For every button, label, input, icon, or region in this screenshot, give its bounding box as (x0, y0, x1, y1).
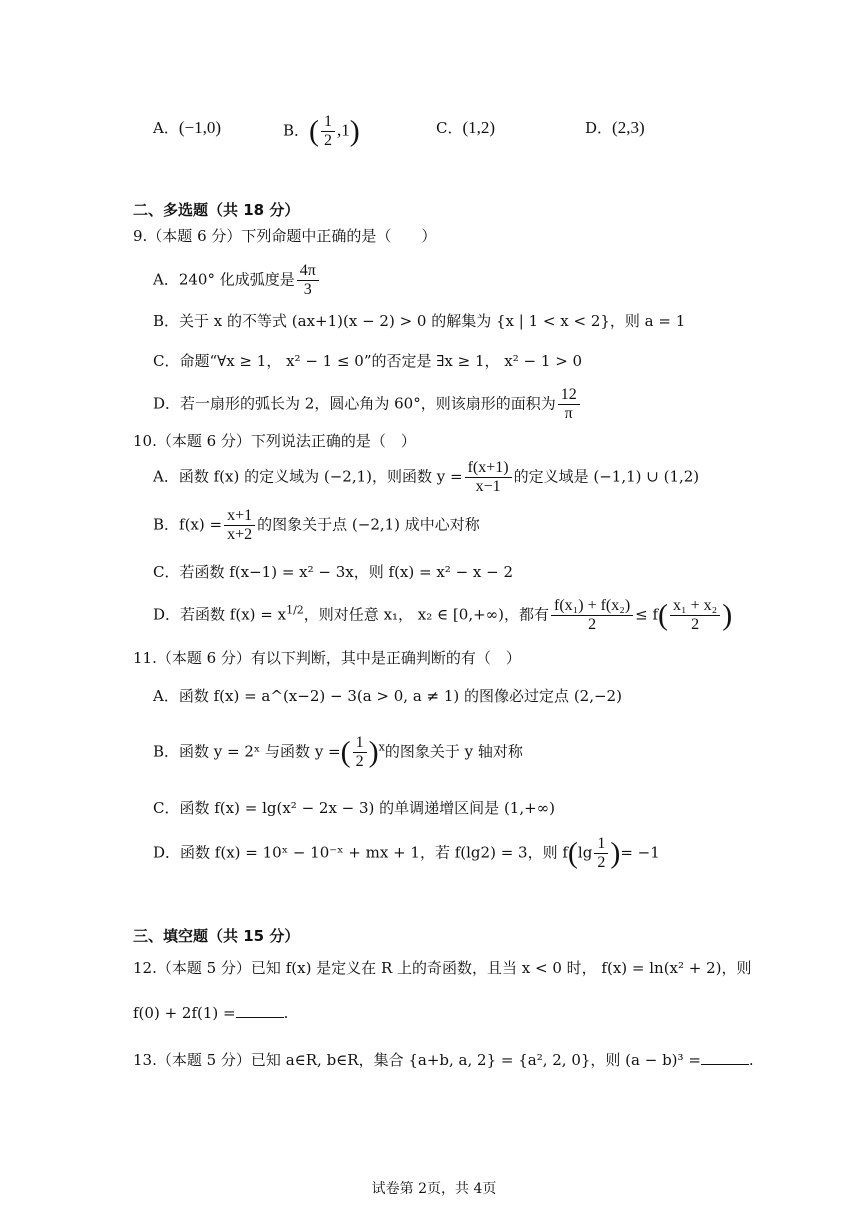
q10-option-c: C．若函数 f(x−1) = x² − 3x，则 f(x) = x² − x − 2 (153, 563, 514, 581)
q13-answer-blank[interactable] (701, 1050, 749, 1065)
q12-answer-blank[interactable] (236, 1003, 284, 1018)
section-3-heading: 三、填空题（共 15 分） (133, 927, 300, 945)
q10-option-a: A．函数 f(x) 的定义域为 (−2,1)，则函数 y = $\frac{f(x+1)}{x-1}$ 的定义域是 (−1,1) ∪ (1,2) (153, 459, 700, 495)
q10-option-d: D．若函数 $f(x) = x^{1/2}$，则对任意 x₁， x₂ ∈ [0,+∞)，都有 $\frac{\text{f(x₁) + f(x₂)}}{2}$ ≤ f( $\frac{\text{x₁ + x₂}}{2}$ ) (153, 597, 733, 633)
q8-option-c: C．(1,2) (436, 118, 496, 137)
q12-answer-line: f(0) + 2f(1) = . (133, 1004, 289, 1022)
q11-option-c: C．函数 f(x) = lg(x² − 2x − 3) 的单调递增区间是 (1,+∞) (153, 799, 556, 817)
q9-option-c: C．命题“∀x ≥ 1， x² − 1 ≤ 0”的否定是 ∃x ≥ 1， x² − 1 > 0 (153, 352, 583, 370)
q10-stem: 10.（本题 6 分）下列说法正确的是（ ） (133, 432, 416, 450)
q9-option-b: B．关于 x 的不等式 (ax+1)(x − 2) > 0 的解集为 {x | 1 < x < 2}，则 a = 1 (153, 312, 686, 330)
q12-stem: 12.（本题 5 分）已知 f(x) 是定义在 R 上的奇函数，且当 x < 0 时， f(x) = ln(x² + 2)，则 (133, 959, 752, 977)
page-footer: 试卷第 2页，共 4页 (371, 1181, 497, 1197)
q11-stem: 11.（本题 6 分）有以下判断，其中是正确判断的有（ ） (133, 649, 521, 667)
q9-option-a: A．240° 化成弧度是 $\frac{4\pi}{3}$ (153, 262, 321, 299)
q8-option-a: A．(−1,0) (153, 118, 222, 137)
q10-option-b: B．f(x) = $\frac{x+1}{x+2}$ 的图象关于点 (−2,1) 成中心对称 (153, 507, 480, 543)
q9-option-d: D．若一扇形的弧长为 2，圆心角为 60°，则该扇形的面积为 $\frac{12}{\pi}$ (153, 386, 582, 423)
q11-option-a: A．函数 f(x) = a^(x−2) − 3(a > 0, a ≠ 1) 的图像必过定点 (2,−2) (153, 687, 622, 705)
q11-option-b: B．函数 y = 2ˣ 与函数 y =( $\frac{1}{2}$ )$^x$的图象关于 y 轴对称 (153, 734, 523, 770)
section-2-heading: 二、多选题（共 18 分） (133, 201, 300, 219)
q11-option-d: D．函数 f(x) = 10ˣ − 10⁻ˣ + mx + 1，若 f(lg2) = 3，则 f(lg $\frac{1}{2}$ )= −1 (153, 835, 660, 871)
q9-stem: 9.（本题 6 分）下列命题中正确的是（ ） (133, 227, 437, 245)
q13-line: 13.（本题 5 分）已知 a∈R, b∈R，集合 {a+b, a, 2} = {a², 2, 0}，则 (a − b)³ = . (133, 1051, 754, 1069)
q8-option-d: D．(2,3) (585, 118, 645, 137)
q8-option-b: B．( $\frac{1}{2}$ ,1) (283, 113, 360, 149)
